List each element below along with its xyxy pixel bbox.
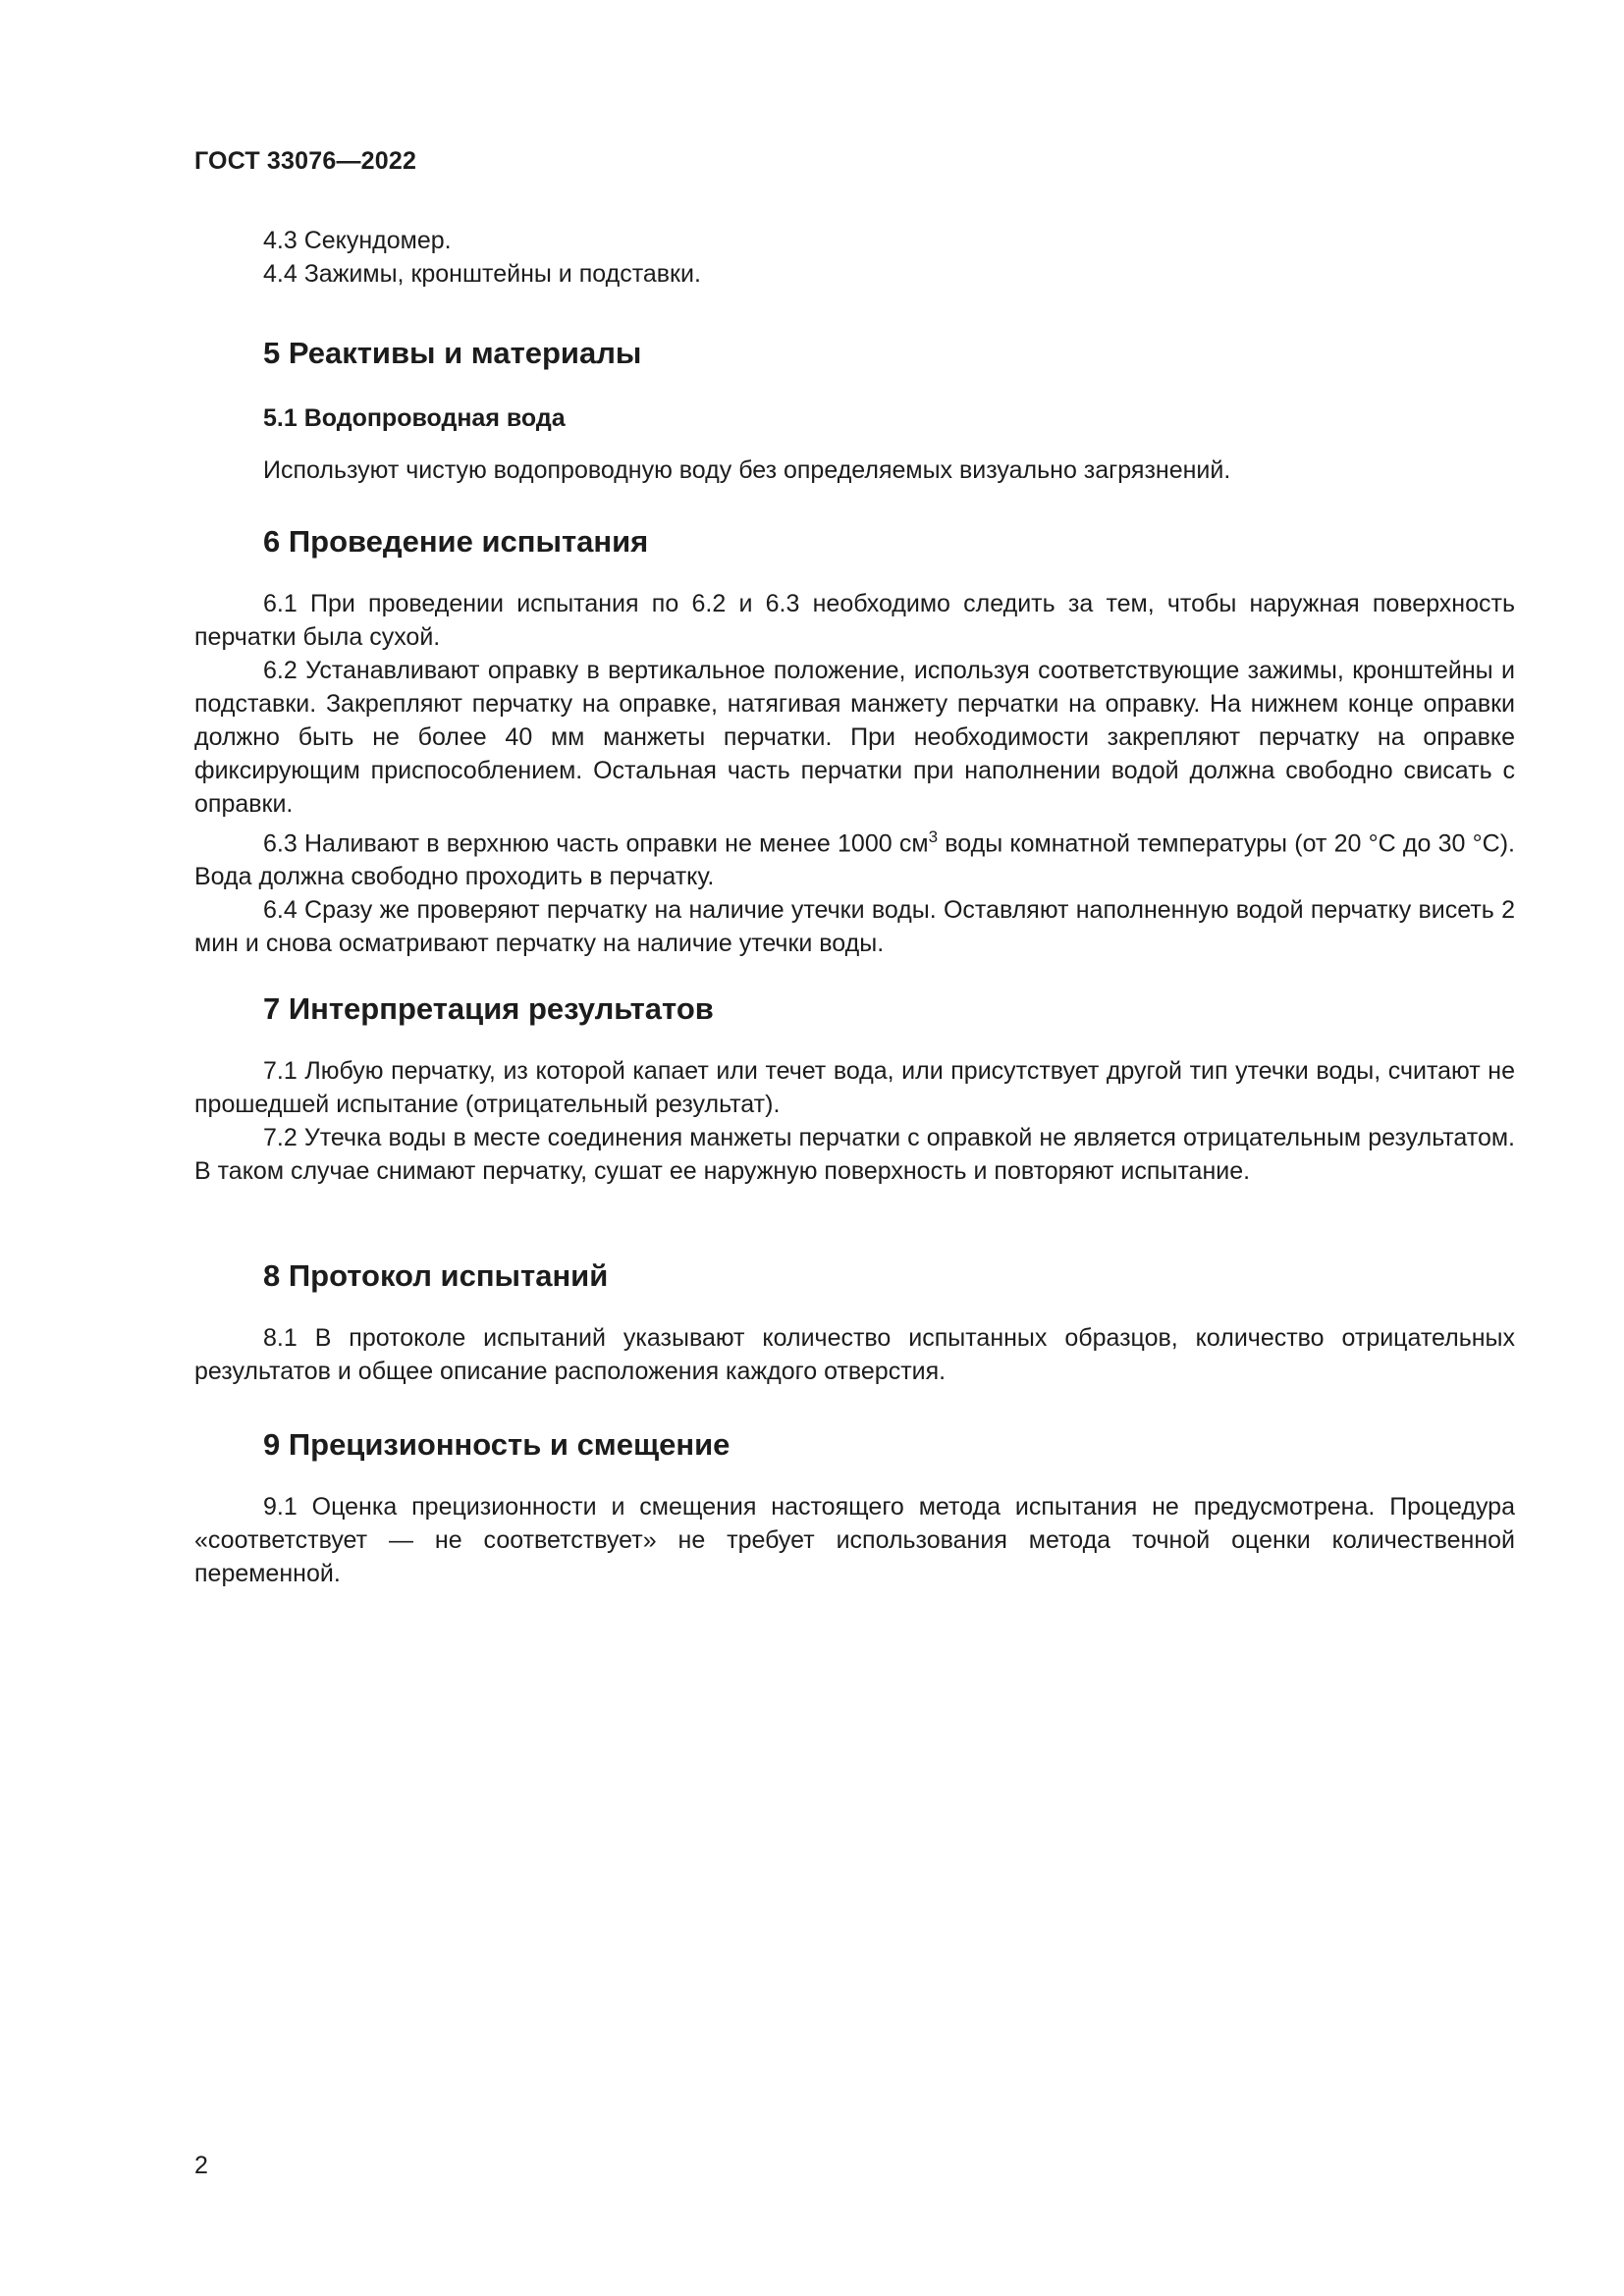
- list-item: 4.4 Зажимы, кронштейны и подставки.: [263, 260, 701, 288]
- paragraph-6-4: 6.4 Сразу же проверяют перчатку на наличие утечки воды. Оставляют наполненную водой перчатку висеть 2 мин и снова осматривают перчатку на наличие утечки воды.: [194, 896, 1515, 958]
- paragraph-6-3-text-b: воды комнатной температуры (от 20 °С до 30 °С). Вода должна свободно проходить в перчатку.: [194, 829, 1515, 891]
- section-7-heading: 7 Интерпретация результатов: [263, 991, 714, 1026]
- section-9-heading: 9 Прецизионность и смещение: [263, 1427, 731, 1462]
- list-item: 4.3 Секундомер.: [263, 227, 452, 254]
- paragraph-6-2: 6.2 Устанавливают оправку в вертикальное положение, используя соответствующие зажимы, кронштейны и подставки. Закрепляют перчатку на оправке, натягивая манжету перчатки на оправку. На нижнем конце оправки должно быть не более 40 мм манжеты перчатки. При необходимости закрепляют перчатку на оправке фиксирующим приспособлением. Остальная часть перчатки при наполнении водой должна свободно свисать с оправки.: [194, 657, 1515, 818]
- paragraph-6-3-text-a: 6.3 Наливают в верхнюю часть оправки не менее 1000 см: [263, 829, 929, 858]
- paragraph-7-2: 7.2 Утечка воды в месте соединения манжеты перчатки с оправкой не является отрицательным результатом. В таком случае снимают перчатку, сушат ее наружную поверхность и повторяют испытание.: [194, 1124, 1515, 1185]
- section-5-heading: 5 Реактивы и материалы: [263, 336, 642, 370]
- document-id-header: ГОСТ 33076—2022: [194, 147, 417, 175]
- page-number: 2: [194, 2152, 208, 2179]
- section-6-heading: 6 Проведение испытания: [263, 524, 649, 559]
- section-6-body: [194, 587, 1515, 960]
- superscript-cubic: 3: [928, 828, 939, 846]
- paragraph-7-1: 7.1 Любую перчатку, из которой капает или течет вода, или присутствует другой тип утечки воды, считают не прошедшей испытание (отрицательный результат).: [194, 1057, 1515, 1118]
- section-5-1-subheading: 5.1 Водопроводная вода: [263, 404, 566, 432]
- equipment-list: [194, 224, 1515, 291]
- section-5-body: [194, 454, 1515, 487]
- section-8-heading: 8 Протокол испытаний: [263, 1258, 609, 1293]
- paragraph-9-1: 9.1 Оценка прецизионности и смещения настоящего метода испытания не предусмотрена. Процедура «соответствует — не соответствует» не требует использования метода точной оценки количественной переменной.: [194, 1493, 1515, 1587]
- section-7-body: [194, 1054, 1515, 1188]
- paragraph-8-1: 8.1 В протоколе испытаний указывают количество испытанных образцов, количество отрицательных результатов и общее описание расположения каждого отверстия.: [194, 1324, 1515, 1385]
- paragraph: Используют чистую водопроводную воду без определяемых визуально загрязнений.: [263, 456, 1231, 484]
- paragraph-6-1: 6.1 При проведении испытания по 6.2 и 6.3 необходимо следить за тем, чтобы наружная поверхность перчатки была сухой.: [194, 590, 1515, 651]
- section-9-body: [194, 1490, 1515, 1590]
- section-8-body: [194, 1321, 1515, 1388]
- paragraph-6-3: [194, 821, 1515, 893]
